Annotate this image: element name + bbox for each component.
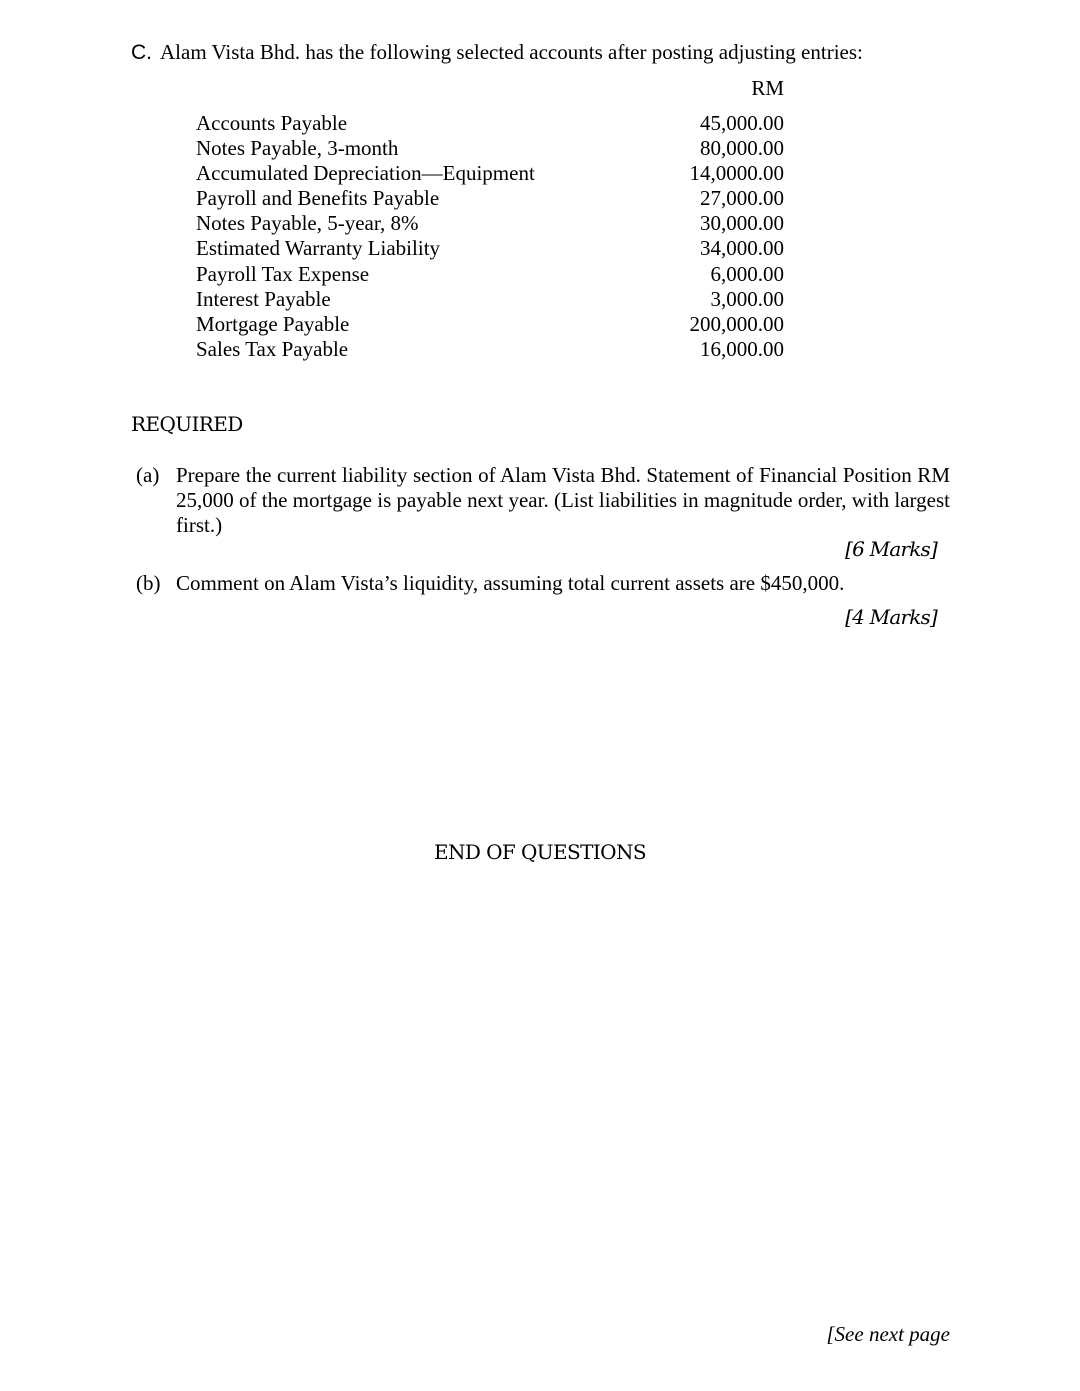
account-name: Estimated Warranty Liability	[196, 236, 441, 261]
currency-header: RM	[751, 76, 784, 100]
table-row	[196, 262, 784, 287]
question-intro	[131, 40, 863, 65]
table-row	[196, 211, 784, 236]
account-amount: 6,000.00	[710, 261, 784, 286]
table-row	[196, 312, 784, 337]
table-row	[196, 136, 784, 161]
marks-b: [4 Marks]	[845, 605, 937, 629]
accounts-table	[196, 111, 784, 362]
account-amount: 3,000.00	[710, 286, 784, 311]
account-name: Payroll and Benefits Payable	[196, 186, 440, 211]
account-name: Sales Tax Payable	[196, 336, 349, 361]
account-name: Interest Payable	[196, 286, 331, 311]
table-row	[196, 287, 784, 312]
account-amount: 200,000.00	[689, 311, 784, 336]
see-next-page: [See next page	[826, 1322, 950, 1346]
account-amount: 30,000.00	[700, 211, 784, 236]
account-amount: 27,000.00	[700, 186, 784, 211]
account-amount: 14,0000.00	[689, 161, 784, 186]
account-name: Mortgage Payable	[196, 311, 350, 336]
item-text: Comment on Alam Vista’s liquidity, assuming total current assets are $450,000.	[176, 571, 845, 595]
item-label: (a)	[136, 463, 160, 487]
marks-a: [6 Marks]	[845, 537, 937, 561]
table-row	[196, 161, 784, 186]
account-amount: 80,000.00	[700, 136, 784, 161]
account-amount: 16,000.00	[700, 336, 784, 361]
question-letter: C.	[131, 41, 152, 64]
account-amount: 45,000.00	[700, 111, 784, 135]
table-row	[196, 186, 784, 211]
table-row	[196, 111, 784, 136]
account-amount: 34,000.00	[700, 236, 784, 261]
account-name: Accounts Payable	[196, 111, 348, 135]
required-heading: REQUIRED	[131, 412, 243, 436]
item-label: (b)	[136, 571, 161, 595]
account-name: Notes Payable, 5-year, 8%	[196, 211, 419, 236]
table-row	[196, 337, 784, 362]
item-text: Prepare the current liability section of Alam Vista Bhd. Statement of Financial Position RM 25,000 of the mortgage is payable next year. (List liabilities in magnitude order, with largest first.)	[176, 463, 950, 537]
table-row	[196, 236, 784, 261]
account-name: Payroll Tax Expense	[196, 261, 370, 286]
question-intro-text: Alam Vista Bhd. has the following selected accounts after posting adjusting entries:	[160, 40, 863, 64]
end-of-questions: END OF QUESTIONS	[434, 840, 646, 864]
account-name: Accumulated Depreciation—Equipment	[196, 161, 535, 186]
account-name: Notes Payable, 3-month	[196, 136, 399, 161]
